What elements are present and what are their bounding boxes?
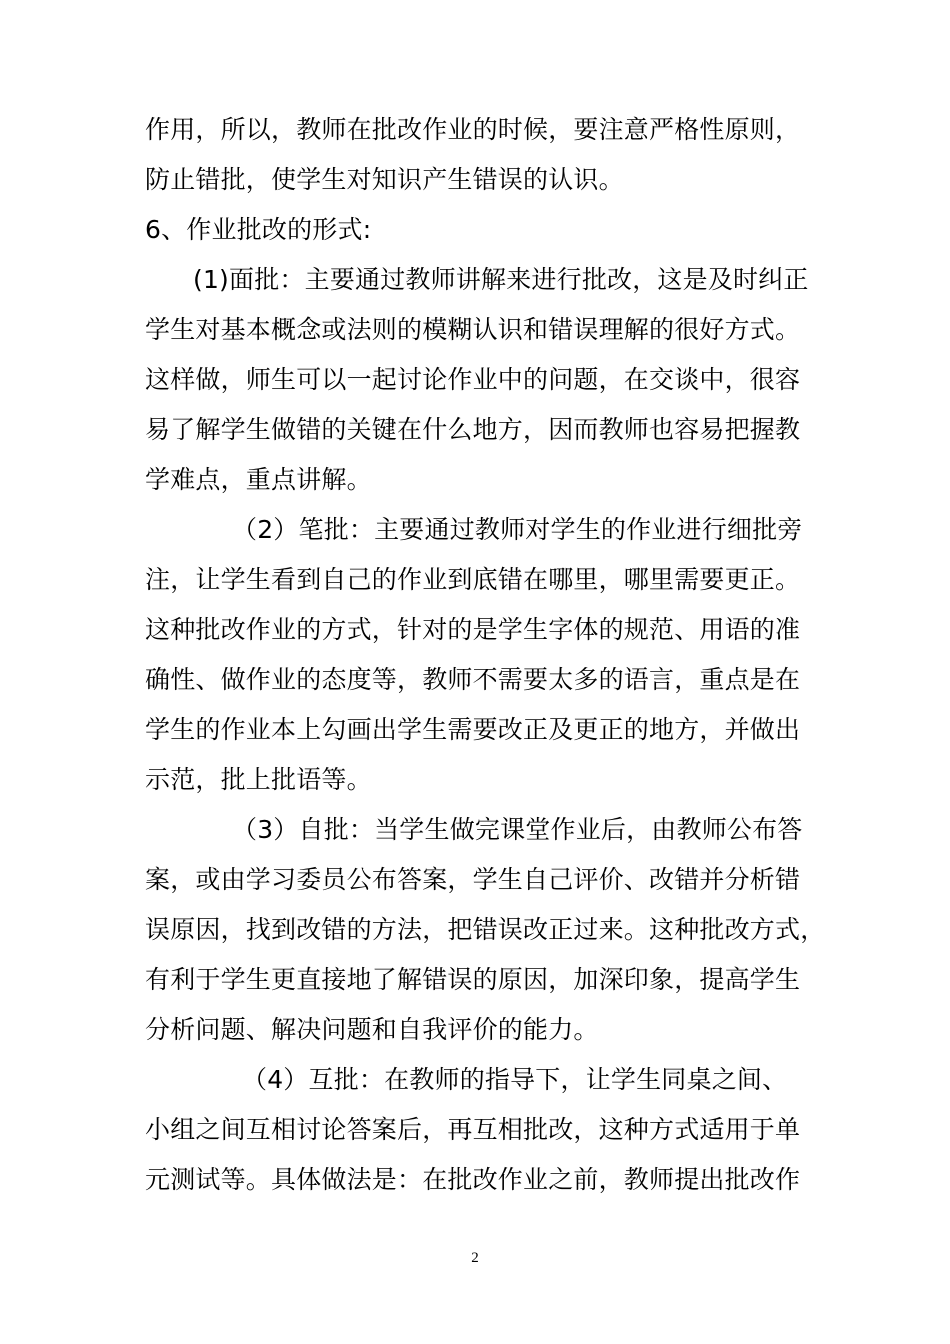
text-line: 有利于学生更直接地了解错误的原因，加深印象，提高学生 xyxy=(145,965,801,994)
text-line: 学生的作业本上勾画出学生需要改正及更正的地方，并做出 xyxy=(145,715,801,744)
text-line: 注，让学生看到自己的作业到底错在哪里，哪里需要更正。 xyxy=(145,565,801,594)
paragraph-start: (1)面批：主要通过教师讲解来进行批改，这是及时纠正 xyxy=(193,265,809,294)
text-line: 示范，批上批语等。 xyxy=(145,765,372,794)
paragraph-start: （3）自批：当学生做完课堂作业后，由教师公布答 xyxy=(232,815,803,844)
text-line: 分析问题、解决问题和自我评价的能力。 xyxy=(145,1015,599,1044)
text-line: 这种批改作业的方式，针对的是学生字体的规范、用语的准 xyxy=(145,615,801,644)
text-line: 确性、做作业的态度等，教师不需要太多的语言，重点是在 xyxy=(145,665,801,694)
text-line: 学生对基本概念或法则的模糊认识和错误理解的很好方式。 xyxy=(145,315,801,344)
text-line: 元测试等。具体做法是：在批改作业之前，教师提出批改作 xyxy=(145,1165,801,1194)
text-line: 案，或由学习委员公布答案，学生自己评价、改错并分析错 xyxy=(145,865,801,894)
paragraph-start: （4）互批：在教师的指导下，让学生同桌之间、 xyxy=(242,1065,788,1094)
text-line: 作用，所以，教师在批改作业的时候，要注意严格性原则， xyxy=(145,115,801,144)
text-line: 误原因，找到改错的方法，把错误改正过来。这种批改方式， xyxy=(145,915,826,944)
text-line: 小组之间互相讨论答案后，再互相批改，这种方式适用于单 xyxy=(145,1115,801,1144)
text-line: 防止错批，使学生对知识产生错误的认识。 xyxy=(145,165,624,194)
text-line: 学难点，重点讲解。 xyxy=(145,465,372,494)
paragraph-start: （2）笔批：主要通过教师对学生的作业进行细批旁 xyxy=(232,515,803,544)
text-line: 易了解学生做错的关键在什么地方，因而教师也容易把握教 xyxy=(145,415,801,444)
text-line: 这样做，师生可以一起讨论作业中的问题，在交谈中，很容 xyxy=(145,365,801,394)
section-heading: 6、作业批改的形式: xyxy=(145,215,372,244)
page-number: 2 xyxy=(471,1250,479,1266)
